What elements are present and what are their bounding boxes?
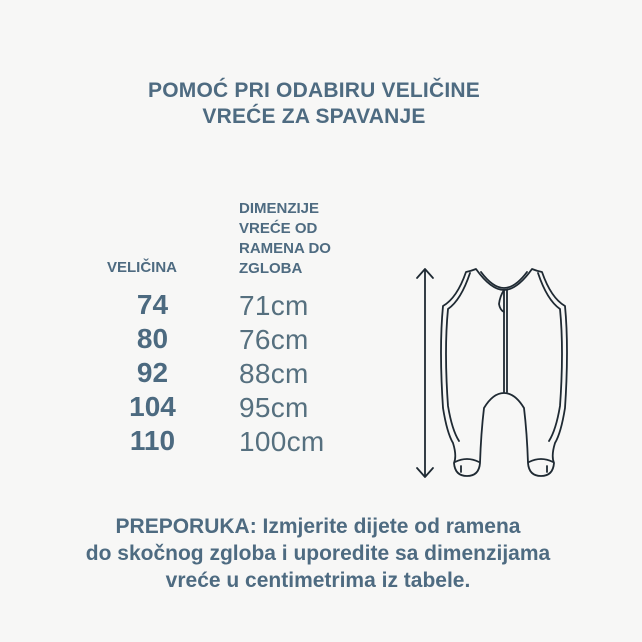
table-row — [100, 322, 360, 356]
table-row — [100, 356, 360, 390]
size-column-header: VELIČINA — [107, 259, 178, 276]
dimension-header-line: RAMENA DO — [239, 240, 331, 257]
note-line-1: PREPORUKA: Izmjerite dijete od ramena — [115, 515, 521, 538]
title-line-2: VREĆE ZA SPAVANJE — [202, 105, 426, 128]
size-value: 92 — [136, 357, 169, 388]
dimension-header-line: DIMENZIJE — [239, 200, 320, 217]
table-row — [100, 424, 360, 458]
title-line-1: POMOĆ PRI ODABIRU VELIČINE — [148, 79, 480, 102]
sleeping-bag-diagram — [405, 258, 585, 483]
size-value: 110 — [129, 425, 176, 456]
dimension-column-header — [239, 199, 369, 279]
size-table — [100, 288, 360, 458]
dimension-value: 95cm — [239, 392, 309, 423]
size-value: 104 — [129, 391, 176, 422]
note-line-3: vreće u centimetrima iz tabele. — [165, 569, 471, 592]
table-row — [100, 390, 360, 424]
size-value: 74 — [136, 289, 169, 320]
sleeping-bag-icon — [441, 269, 567, 476]
measure-arrow-icon — [417, 269, 433, 477]
dimension-value: 76cm — [239, 324, 309, 355]
recommendation-note — [0, 513, 636, 594]
dimension-value: 100cm — [239, 426, 325, 457]
dimension-header-line: ZGLOBA — [239, 260, 303, 277]
dimension-value: 71cm — [239, 290, 309, 321]
dimension-value: 88cm — [239, 358, 309, 389]
table-row — [100, 288, 360, 322]
size-value: 80 — [136, 323, 169, 354]
note-line-2: do skočnog zgloba i uporedite sa dimenzijama — [85, 542, 551, 565]
dimension-header-line: VREĆE OD — [239, 220, 318, 237]
page-title — [0, 78, 628, 130]
